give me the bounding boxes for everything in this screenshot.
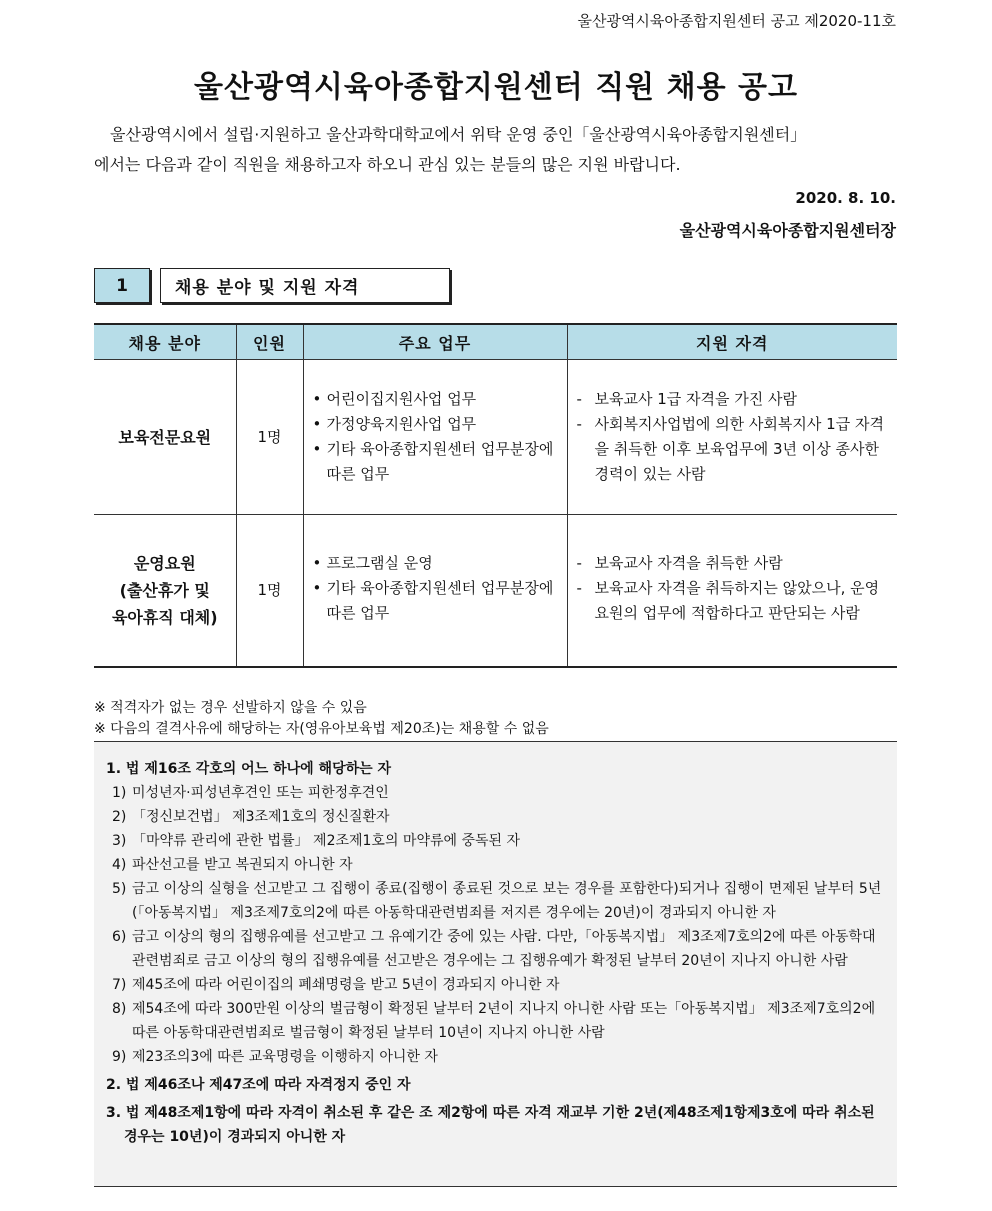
duty-item: • 기타 육아종합지원센터 업무분장에 따른 업무 [313,576,558,626]
qualification-item: - 보육교사 자격을 취득하지는 않았으나, 운영요원의 업무에 적합하다고 판단되는 사람 [575,576,891,626]
duty-item: • 가정양육지원사업 업무 [313,412,558,437]
disqualification-box [94,741,897,1187]
list-item: 5) 금고 이상의 실형을 선고받고 그 집행이 종료(집행이 종료된 것으로 보는 경우를 포함한다)되거나 집행이 면제된 날부터 5년(「아동복지법」 제3조제7호의2에 따른 아동학대관련범죄를 저지른 경우에는 20년)이 경과되지 아니한 자 [112,881,882,921]
intro-paragraph [94,120,896,180]
list-item: 1) 미성년자·피성년후견인 또는 피한정후견인 [112,785,389,801]
count-cell: 1명 [236,515,303,667]
field-cell [94,515,236,667]
table-row [94,360,897,515]
field-name-note: (출산휴가 및 [119,580,210,600]
notes [94,698,549,740]
duties-cell [303,515,567,667]
disqualification-item-2: 2. 법 제46조나 제47조에 따라 자격정지 중인 자 [106,1077,411,1093]
qualifications-cell [567,360,897,515]
section-title: 채용 분야 및 지원 자격 [160,268,450,303]
field-name: 보육전문요원 [118,427,212,447]
qualifications-cell [567,515,897,667]
field-name: 운영요원 [133,553,196,573]
header-count: 인원 [236,324,303,360]
field-cell [94,360,236,515]
qualification-item: - 사회복지사업법에 의한 사회복지사 1급 자격을 취득한 이후 보육업무에 3년 이상 종사한 경력이 있는 사람 [575,412,891,487]
intro-line-1: 울산광역시에서 설립·지원하고 울산과학대학교에서 위탁 운영 중인「울산광역시육아종합지원센터」 [110,125,807,144]
header-duties: 주요 업무 [303,324,567,360]
duty-item: • 프로그램실 운영 [313,551,558,576]
list-item: 8) 제54조에 따라 300만원 이상의 벌금형이 확정된 날부터 2년이 지나지 아니한 사람 또는「아동복지법」 제3조제7호의2에 따른 아동학대관련범죄로 벌금형이 확정된 날부터 10년이 지나지 아니한 사람 [112,1001,876,1041]
field-name-note: 육아휴직 대체) [111,607,218,627]
header-qualifications: 지원 자격 [567,324,897,360]
page-title: 울산광역시육아종합지원센터 직원 채용 공고 [194,70,798,105]
duties-cell [303,360,567,515]
table-row [94,515,897,667]
intro-line-2: 에서는 다음과 같이 직원을 채용하고자 하오니 관심 있는 분들의 많은 지원 바랍니다. [94,155,681,174]
signer: 울산광역시육아종합지원센터장 [679,221,896,240]
duty-item: • 어린이집지원사업 업무 [313,387,558,412]
qualification-item: - 보육교사 자격을 취득한 사람 [575,551,891,576]
list-item: 3) 「마약류 관리에 관한 법률」 제2조제1호의 마약류에 중독된 자 [112,833,521,849]
list-item: 2) 「정신보건법」 제3조제1호의 정신질환자 [112,809,390,825]
disqualification-item-1: 1. 법 제16조 각호의 어느 하나에 해당하는 자 [106,761,392,777]
disqualification-item-3: 3. 법 제48조제1항에 따라 자격이 취소된 후 같은 조 제2항에 따른 자격 재교부 기한 2년(제48조제1항제3호에 따라 취소된 경우는 10년)이 경과되지 아니한 자 [106,1105,875,1145]
list-item: 6) 금고 이상의 형의 집행유예를 선고받고 그 유예기간 중에 있는 사람. 다만,「아동복지법」 제3조제7호의2에 따른 아동학대관련범죄로 금고 이상의 형의 집행유예를 선고받은 경우에는 그 집행유예가 확정된 날부터 20년이 지나지 아니한 사람 [112,929,876,969]
note-line: ※ 적격자가 없는 경우 선발하지 않을 수 있음 [94,700,367,716]
table-header-row [94,324,897,360]
header-field: 채용 분야 [94,324,236,360]
disqualification-sub-list [106,781,887,1069]
notice-number: 울산광역시육아종합지원센터 공고 제2020-11호 [577,12,896,30]
qualification-item: - 보육교사 1급 자격을 가진 사람 [575,387,891,412]
list-item: 7) 제45조에 따라 어린이집의 폐쇄명령을 받고 5년이 경과되지 아니한 자 [112,977,560,993]
note-line: ※ 다음의 결격사유에 해당하는 자(영유아보육법 제20조)는 채용할 수 없음 [94,721,549,737]
list-item: 4) 파산선고를 받고 복권되지 아니한 자 [112,857,353,873]
duty-item: • 기타 육아종합지원센터 업무분장에 따른 업무 [313,437,558,487]
section-number: 1 [94,268,150,303]
announcement-date: 2020. 8. 10. [795,189,896,207]
list-item: 9) 제23조의3에 따른 교육명령을 이행하지 아니한 자 [112,1049,438,1065]
recruitment-table [94,323,897,668]
count-cell: 1명 [236,360,303,515]
